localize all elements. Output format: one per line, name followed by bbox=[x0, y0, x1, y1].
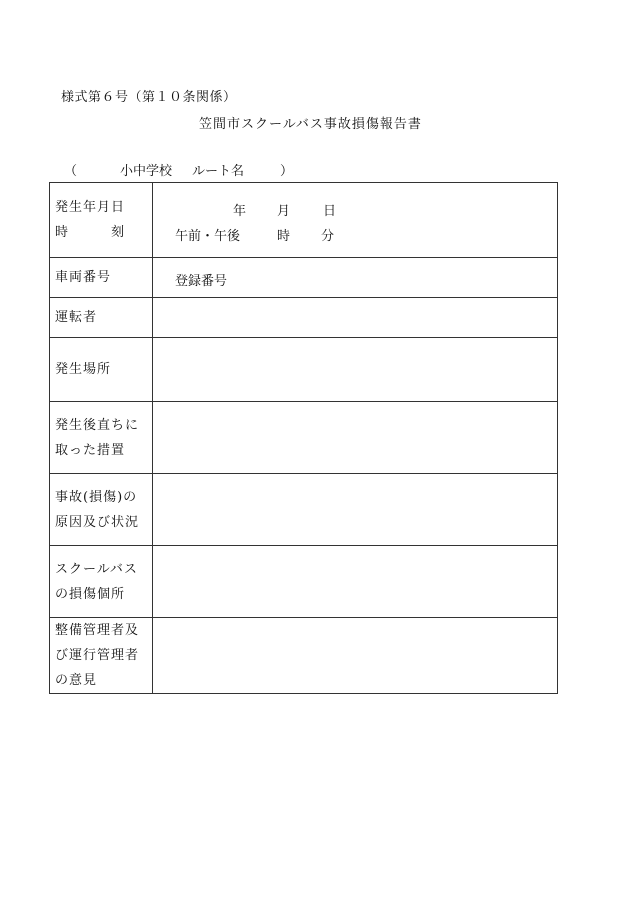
year-label: 年 bbox=[233, 204, 247, 219]
label-vehicle bbox=[50, 258, 153, 298]
cause-label-line-1: 事故(損傷)の bbox=[55, 489, 138, 505]
school-label: 小中学校 bbox=[120, 164, 173, 179]
value-date-time[interactable] bbox=[153, 183, 558, 258]
report-table bbox=[49, 182, 558, 694]
label-date: 発生年月日 bbox=[55, 200, 126, 215]
value-driver[interactable] bbox=[153, 298, 558, 338]
document-title: 笠間市スクールバス事故損傷報告書 bbox=[199, 117, 422, 132]
row-damage bbox=[50, 546, 558, 618]
label-cause bbox=[50, 474, 153, 546]
value-measures[interactable] bbox=[153, 402, 558, 474]
form-number: 様式第６号（第１０条関係） bbox=[61, 90, 237, 105]
value-damage[interactable] bbox=[153, 546, 558, 618]
row-vehicle bbox=[50, 258, 558, 298]
vehicle-label-text: 車両番号 bbox=[55, 270, 112, 285]
opinion-label-line-3: の意見 bbox=[55, 673, 98, 688]
driver-label-text: 運転者 bbox=[55, 310, 98, 325]
row-opinion bbox=[50, 618, 558, 694]
ampm-label: 午前・午後 bbox=[175, 229, 241, 244]
month-label: 月 bbox=[277, 204, 291, 219]
measures-label-line-2: 取った措置 bbox=[55, 442, 126, 458]
hour-label: 時 bbox=[277, 229, 291, 244]
route-label: ルート名 bbox=[192, 164, 245, 179]
label-driver bbox=[50, 298, 153, 338]
opinion-label-line-1: 整備管理者及 bbox=[55, 623, 140, 638]
location-label-text: 発生場所 bbox=[55, 362, 112, 377]
cause-label-line-2: 原因及び状況 bbox=[55, 514, 140, 530]
row-driver bbox=[50, 298, 558, 338]
row-measures bbox=[50, 402, 558, 474]
registration-label: 登録番号 bbox=[175, 274, 228, 289]
label-damage bbox=[50, 546, 153, 618]
value-opinion[interactable] bbox=[153, 618, 558, 694]
row-location bbox=[50, 338, 558, 402]
label-location bbox=[50, 338, 153, 402]
minute-label: 分 bbox=[321, 229, 335, 244]
value-cause[interactable] bbox=[153, 474, 558, 546]
label-opinion bbox=[50, 618, 153, 694]
value-vehicle[interactable] bbox=[153, 258, 558, 298]
damage-label-line-2: の損傷個所 bbox=[55, 586, 126, 602]
label-time: 時 刻 bbox=[55, 225, 126, 240]
day-label: 日 bbox=[323, 204, 337, 219]
measures-label-line-1: 発生後直ちに bbox=[55, 417, 140, 433]
opinion-label-line-2: び運行管理者 bbox=[55, 648, 140, 663]
label-measures bbox=[50, 402, 153, 474]
damage-label-line-1: スクールバス bbox=[55, 561, 138, 577]
open-paren: （ bbox=[64, 164, 78, 179]
value-location[interactable] bbox=[153, 338, 558, 402]
close-paren: ） bbox=[280, 164, 294, 179]
row-cause bbox=[50, 474, 558, 546]
label-date-time bbox=[50, 183, 153, 258]
row-date-time bbox=[50, 183, 558, 258]
